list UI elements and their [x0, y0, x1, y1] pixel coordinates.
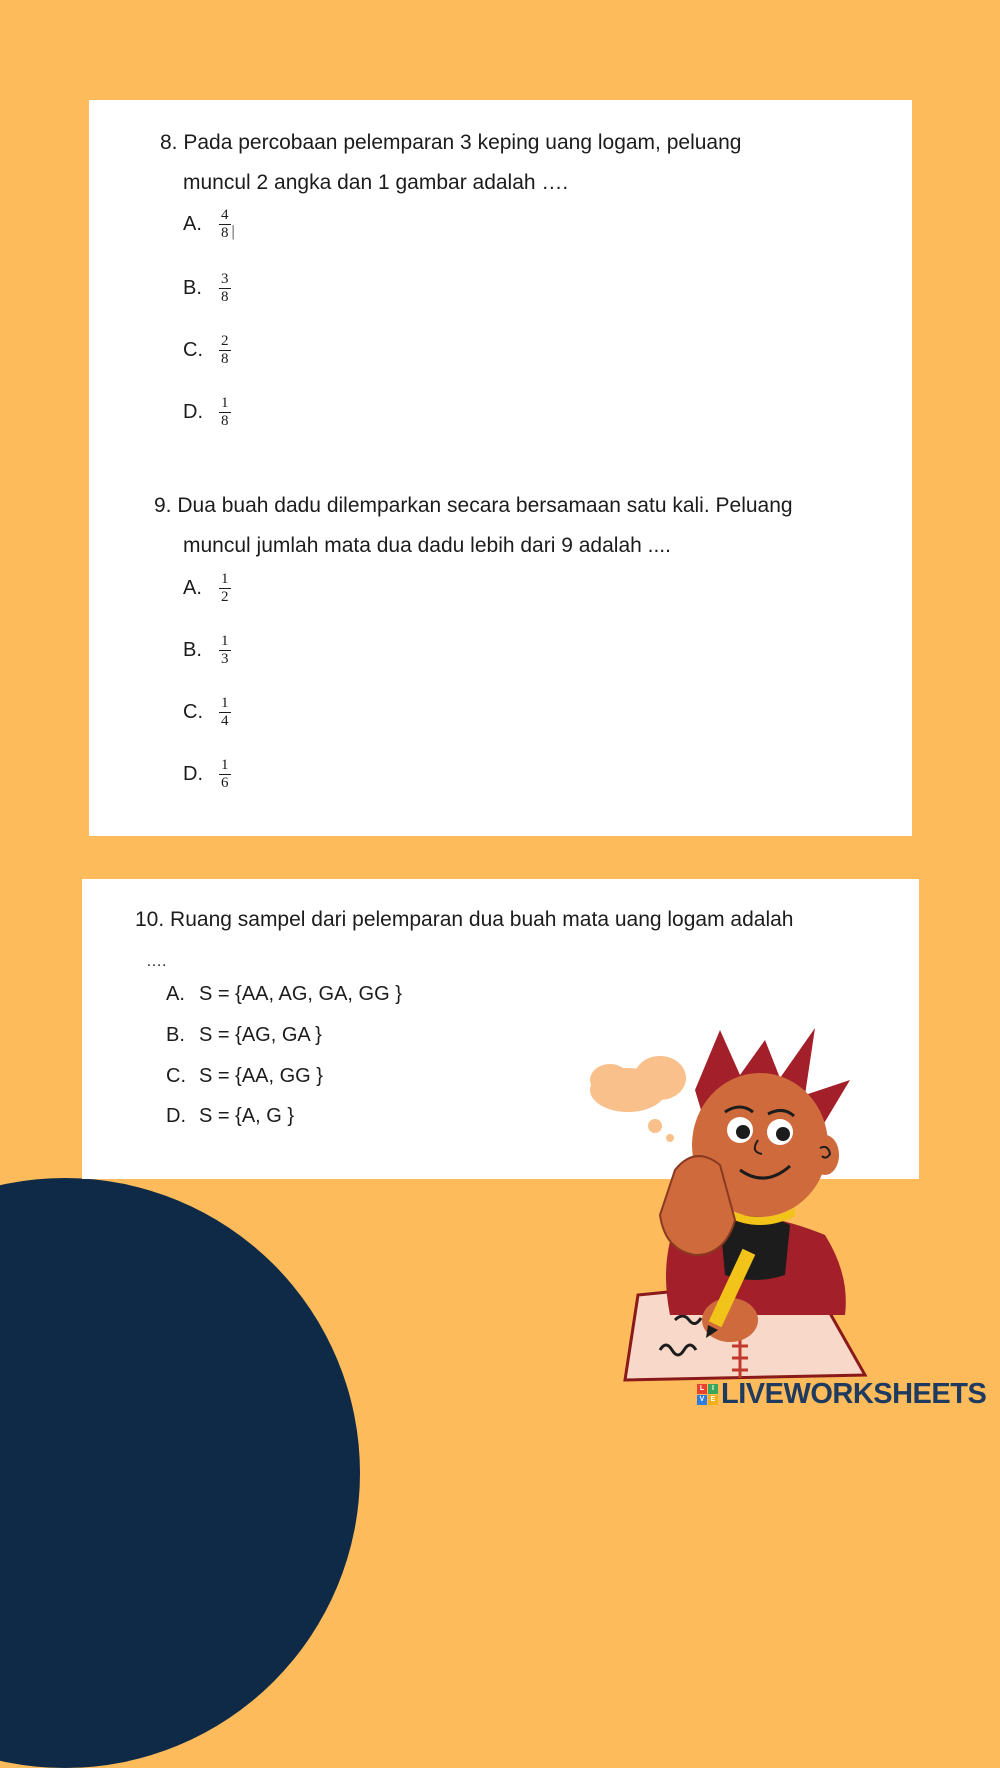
fraction: $\frac{1}{6}$ — [221, 757, 229, 791]
question-8-option-d[interactable]: D. $\frac{1}{8}$ — [183, 395, 229, 429]
question-9-text: Dua buah dadu dilemparkan secara bersamaan satu kali. Peluang — [177, 494, 793, 517]
question-8-line-1 — [160, 123, 848, 163]
question-9-option-b[interactable]: B. $\frac{1}{3}$ — [183, 633, 229, 667]
brand-name: LIVEWORKSHEETS — [721, 1377, 987, 1410]
fraction: $\frac{1}{3}$ — [221, 633, 229, 667]
liveworksheets-logo-icon: L I V E — [697, 1384, 718, 1405]
question-9-number: 9. — [154, 494, 172, 517]
question-8-option-c[interactable]: C. $\frac{2}{8}$ — [183, 333, 229, 367]
question-10-line-1 — [135, 900, 793, 940]
fraction: $\frac{3}{8}$ — [221, 271, 229, 305]
question-9-option-d[interactable]: D. $\frac{1}{6}$ — [183, 757, 229, 791]
question-9-option-a[interactable]: A. $\frac{1}{2}$ — [183, 571, 229, 605]
thinking-child-illustration — [580, 1020, 880, 1390]
fraction: $\frac{4}{8}$ — [221, 207, 229, 241]
text-cursor-icon: | — [231, 222, 235, 240]
question-8-text: Pada percobaan pelemparan 3 keping uang logam, peluang — [183, 131, 742, 154]
fraction: $\frac{1}{4}$ — [221, 695, 229, 729]
question-10-text: Ruang sampel dari pelemparan dua buah mata uang logam adalah — [170, 908, 794, 931]
question-10-option-c[interactable]: C. S = {AA, GG } — [166, 1065, 323, 1087]
question-8-line-2: muncul 2 angka dan 1 gambar adalah …. — [183, 171, 569, 194]
question-10-option-b[interactable]: B. S = {AG, GA } — [166, 1024, 322, 1046]
decorative-navy-circle — [0, 1178, 360, 1768]
question-10-option-a[interactable]: A. S = {AA, AG, GA, GG } — [166, 983, 402, 1005]
question-8-number: 8. — [160, 131, 178, 154]
fraction: $\frac{2}{8}$ — [221, 333, 229, 367]
question-10-number: 10. — [135, 908, 165, 931]
question-8-option-b[interactable]: B. $\frac{3}{8}$ — [183, 271, 229, 305]
fraction: $\frac{1}{8}$ — [221, 395, 229, 429]
thought-cloud-icon — [590, 1056, 686, 1142]
question-8-option-a[interactable]: A. $\frac{4}{8}$ | — [183, 207, 235, 241]
question-card-1 — [89, 100, 912, 836]
question-10-option-d[interactable]: D. S = {A, G } — [166, 1105, 295, 1127]
question-9-line-2: muncul jumlah mata dua dadu lebih dari 9 adalah .... — [183, 534, 671, 557]
question-9-option-c[interactable]: C. $\frac{1}{4}$ — [183, 695, 229, 729]
fraction: $\frac{1}{2}$ — [221, 571, 229, 605]
question-9-line-1 — [154, 486, 848, 526]
liveworksheets-logo — [697, 1374, 986, 1414]
question-10-line-2: …. — [146, 953, 167, 970]
